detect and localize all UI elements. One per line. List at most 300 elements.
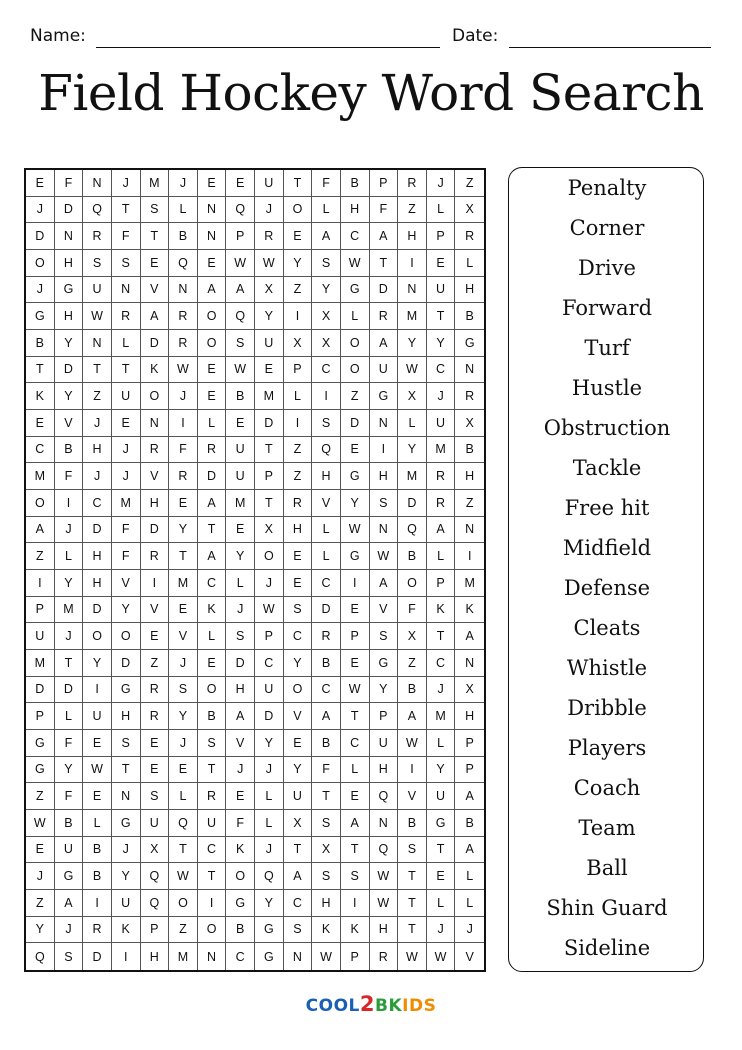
grid-cell[interactable]: A <box>398 703 427 730</box>
grid-cell[interactable]: E <box>226 170 255 197</box>
grid-cell[interactable]: U <box>427 783 456 810</box>
grid-cell[interactable]: O <box>226 863 255 890</box>
grid-cell[interactable]: Q <box>398 517 427 544</box>
grid-cell[interactable]: T <box>427 837 456 864</box>
grid-cell[interactable]: J <box>455 917 484 944</box>
grid-cell[interactable]: R <box>284 490 313 517</box>
grid-cell[interactable]: M <box>398 463 427 490</box>
grid-cell[interactable]: U <box>370 730 399 757</box>
grid-cell[interactable]: L <box>55 543 84 570</box>
grid-cell[interactable]: Z <box>141 650 170 677</box>
grid-cell[interactable]: F <box>55 783 84 810</box>
grid-cell[interactable]: A <box>455 783 484 810</box>
grid-cell[interactable]: L <box>55 703 84 730</box>
grid-cell[interactable]: G <box>370 383 399 410</box>
grid-cell[interactable]: B <box>83 863 112 890</box>
grid-cell[interactable]: N <box>198 943 227 970</box>
grid-cell[interactable]: E <box>341 650 370 677</box>
grid-cell[interactable]: O <box>284 677 313 704</box>
grid-cell[interactable]: W <box>370 543 399 570</box>
grid-cell[interactable]: C <box>226 943 255 970</box>
grid-cell[interactable]: B <box>226 917 255 944</box>
grid-cell[interactable]: I <box>341 890 370 917</box>
grid-cell[interactable]: G <box>370 650 399 677</box>
grid-cell[interactable]: P <box>455 730 484 757</box>
grid-cell[interactable]: N <box>398 277 427 304</box>
grid-cell[interactable]: Q <box>141 863 170 890</box>
grid-cell[interactable]: E <box>141 730 170 757</box>
grid-cell[interactable]: E <box>83 730 112 757</box>
grid-cell[interactable]: Q <box>141 890 170 917</box>
grid-cell[interactable]: C <box>312 570 341 597</box>
grid-cell[interactable]: G <box>255 943 284 970</box>
grid-cell[interactable]: B <box>55 810 84 837</box>
grid-cell[interactable]: Q <box>83 197 112 224</box>
grid-cell[interactable]: V <box>226 730 255 757</box>
grid-cell[interactable]: A <box>312 703 341 730</box>
grid-cell[interactable]: N <box>169 277 198 304</box>
grid-cell[interactable]: H <box>55 250 84 277</box>
grid-cell[interactable]: B <box>398 543 427 570</box>
grid-cell[interactable]: L <box>255 783 284 810</box>
grid-cell[interactable]: K <box>312 917 341 944</box>
grid-cell[interactable]: O <box>341 330 370 357</box>
grid-cell[interactable]: B <box>226 383 255 410</box>
grid-cell[interactable]: Y <box>55 570 84 597</box>
grid-cell[interactable]: A <box>455 623 484 650</box>
grid-cell[interactable]: U <box>255 330 284 357</box>
grid-cell[interactable]: Y <box>370 677 399 704</box>
grid-cell[interactable]: D <box>55 677 84 704</box>
grid-cell[interactable]: W <box>255 597 284 624</box>
grid-cell[interactable]: H <box>341 197 370 224</box>
grid-cell[interactable]: D <box>83 943 112 970</box>
grid-cell[interactable]: H <box>83 543 112 570</box>
grid-cell[interactable]: R <box>141 677 170 704</box>
grid-cell[interactable]: N <box>112 783 141 810</box>
grid-cell[interactable]: B <box>341 170 370 197</box>
grid-cell[interactable]: L <box>255 810 284 837</box>
grid-cell[interactable]: C <box>312 677 341 704</box>
grid-cell[interactable]: H <box>141 943 170 970</box>
grid-cell[interactable]: P <box>455 757 484 784</box>
grid-cell[interactable]: Y <box>169 703 198 730</box>
grid-cell[interactable]: B <box>198 703 227 730</box>
grid-cell[interactable]: Y <box>284 650 313 677</box>
grid-cell[interactable]: U <box>255 677 284 704</box>
grid-cell[interactable]: Z <box>284 437 313 464</box>
grid-cell[interactable]: B <box>26 330 55 357</box>
grid-cell[interactable]: O <box>26 490 55 517</box>
grid-cell[interactable]: J <box>55 623 84 650</box>
grid-cell[interactable]: D <box>370 277 399 304</box>
grid-cell[interactable]: G <box>26 730 55 757</box>
grid-cell[interactable]: N <box>370 517 399 544</box>
grid-cell[interactable]: J <box>427 917 456 944</box>
grid-cell[interactable]: S <box>83 250 112 277</box>
grid-cell[interactable]: F <box>55 730 84 757</box>
grid-cell[interactable]: Y <box>26 917 55 944</box>
grid-cell[interactable]: Z <box>455 170 484 197</box>
grid-cell[interactable]: L <box>312 543 341 570</box>
grid-cell[interactable]: P <box>255 623 284 650</box>
grid-cell[interactable]: L <box>198 623 227 650</box>
grid-cell[interactable]: G <box>112 677 141 704</box>
grid-cell[interactable]: L <box>198 410 227 437</box>
grid-cell[interactable]: S <box>169 677 198 704</box>
grid-cell[interactable]: O <box>198 303 227 330</box>
grid-cell[interactable]: H <box>141 490 170 517</box>
grid-cell[interactable]: D <box>55 357 84 384</box>
grid-cell[interactable]: R <box>427 463 456 490</box>
grid-cell[interactable]: A <box>226 703 255 730</box>
grid-cell[interactable]: Z <box>83 383 112 410</box>
grid-cell[interactable]: D <box>83 517 112 544</box>
grid-cell[interactable]: I <box>398 250 427 277</box>
grid-cell[interactable]: M <box>169 570 198 597</box>
grid-cell[interactable]: J <box>112 463 141 490</box>
grid-cell[interactable]: W <box>341 250 370 277</box>
grid-cell[interactable]: J <box>169 383 198 410</box>
grid-cell[interactable]: L <box>284 383 313 410</box>
grid-cell[interactable]: L <box>169 197 198 224</box>
grid-cell[interactable]: T <box>255 437 284 464</box>
grid-cell[interactable]: T <box>198 517 227 544</box>
grid-cell[interactable]: D <box>141 517 170 544</box>
grid-cell[interactable]: H <box>455 277 484 304</box>
grid-cell[interactable]: G <box>112 810 141 837</box>
grid-cell[interactable]: A <box>198 543 227 570</box>
grid-cell[interactable]: J <box>112 170 141 197</box>
grid-cell[interactable]: E <box>226 517 255 544</box>
grid-cell[interactable]: E <box>341 597 370 624</box>
grid-cell[interactable]: V <box>312 490 341 517</box>
grid-cell[interactable]: P <box>26 597 55 624</box>
grid-cell[interactable]: E <box>198 650 227 677</box>
grid-cell[interactable]: T <box>112 357 141 384</box>
grid-cell[interactable]: S <box>226 623 255 650</box>
grid-cell[interactable]: Z <box>398 650 427 677</box>
grid-cell[interactable]: A <box>284 863 313 890</box>
grid-cell[interactable]: A <box>226 277 255 304</box>
grid-cell[interactable]: P <box>284 357 313 384</box>
grid-cell[interactable]: T <box>427 303 456 330</box>
grid-cell[interactable]: E <box>341 437 370 464</box>
grid-cell[interactable]: R <box>198 783 227 810</box>
grid-cell[interactable]: S <box>312 410 341 437</box>
grid-cell[interactable]: N <box>455 517 484 544</box>
grid-cell[interactable]: C <box>312 357 341 384</box>
grid-cell[interactable]: Z <box>169 917 198 944</box>
grid-cell[interactable]: D <box>112 650 141 677</box>
grid-cell[interactable]: C <box>26 437 55 464</box>
grid-cell[interactable]: J <box>55 917 84 944</box>
grid-cell[interactable]: D <box>141 330 170 357</box>
grid-cell[interactable]: R <box>370 943 399 970</box>
grid-cell[interactable]: V <box>398 783 427 810</box>
grid-cell[interactable]: Z <box>284 277 313 304</box>
grid-cell[interactable]: F <box>398 597 427 624</box>
grid-cell[interactable]: L <box>312 517 341 544</box>
grid-cell[interactable]: C <box>284 623 313 650</box>
grid-cell[interactable]: E <box>226 783 255 810</box>
grid-cell[interactable]: F <box>112 517 141 544</box>
grid-cell[interactable]: V <box>141 277 170 304</box>
grid-cell[interactable]: D <box>312 597 341 624</box>
grid-cell[interactable]: W <box>370 863 399 890</box>
grid-cell[interactable]: S <box>198 730 227 757</box>
grid-cell[interactable]: V <box>112 570 141 597</box>
grid-cell[interactable]: D <box>198 463 227 490</box>
grid-cell[interactable]: J <box>112 437 141 464</box>
grid-cell[interactable]: T <box>398 890 427 917</box>
grid-cell[interactable]: M <box>255 383 284 410</box>
grid-cell[interactable]: R <box>141 437 170 464</box>
grid-cell[interactable]: R <box>398 170 427 197</box>
grid-cell[interactable]: L <box>226 570 255 597</box>
grid-cell[interactable]: Y <box>55 330 84 357</box>
grid-cell[interactable]: U <box>284 783 313 810</box>
grid-cell[interactable]: G <box>55 277 84 304</box>
grid-cell[interactable]: V <box>55 410 84 437</box>
grid-cell[interactable]: H <box>312 463 341 490</box>
grid-cell[interactable]: Y <box>255 303 284 330</box>
grid-cell[interactable]: U <box>427 277 456 304</box>
grid-cell[interactable]: D <box>26 223 55 250</box>
grid-cell[interactable]: C <box>427 650 456 677</box>
grid-cell[interactable]: Q <box>169 810 198 837</box>
grid-cell[interactable]: O <box>141 383 170 410</box>
grid-cell[interactable]: S <box>398 837 427 864</box>
grid-cell[interactable]: G <box>26 303 55 330</box>
grid-cell[interactable]: T <box>26 357 55 384</box>
grid-cell[interactable]: K <box>455 597 484 624</box>
grid-cell[interactable]: O <box>341 357 370 384</box>
grid-cell[interactable]: S <box>312 863 341 890</box>
grid-cell[interactable]: I <box>284 410 313 437</box>
grid-cell[interactable]: T <box>255 490 284 517</box>
grid-cell[interactable]: P <box>341 943 370 970</box>
grid-cell[interactable]: U <box>226 463 255 490</box>
grid-cell[interactable]: J <box>169 730 198 757</box>
grid-cell[interactable]: N <box>112 277 141 304</box>
grid-cell[interactable]: R <box>169 303 198 330</box>
grid-cell[interactable]: Z <box>455 490 484 517</box>
grid-cell[interactable]: E <box>284 570 313 597</box>
grid-cell[interactable]: A <box>455 837 484 864</box>
grid-cell[interactable]: S <box>226 330 255 357</box>
grid-cell[interactable]: S <box>284 917 313 944</box>
grid-cell[interactable]: T <box>427 623 456 650</box>
grid-cell[interactable]: E <box>198 357 227 384</box>
grid-cell[interactable]: K <box>427 597 456 624</box>
grid-cell[interactable]: L <box>341 303 370 330</box>
date-field-line[interactable] <box>509 47 711 48</box>
grid-cell[interactable]: E <box>427 250 456 277</box>
grid-cell[interactable]: J <box>427 677 456 704</box>
name-field-line[interactable] <box>96 47 440 48</box>
grid-cell[interactable]: B <box>398 810 427 837</box>
grid-cell[interactable]: T <box>169 837 198 864</box>
grid-cell[interactable]: O <box>112 623 141 650</box>
grid-cell[interactable]: F <box>169 437 198 464</box>
grid-cell[interactable]: X <box>398 623 427 650</box>
grid-cell[interactable]: Y <box>55 757 84 784</box>
grid-cell[interactable]: W <box>83 303 112 330</box>
grid-cell[interactable]: U <box>83 703 112 730</box>
grid-cell[interactable]: X <box>455 677 484 704</box>
grid-cell[interactable]: Y <box>255 890 284 917</box>
grid-cell[interactable]: J <box>26 197 55 224</box>
grid-cell[interactable]: H <box>455 703 484 730</box>
grid-cell[interactable]: K <box>26 383 55 410</box>
grid-cell[interactable]: P <box>141 917 170 944</box>
grid-cell[interactable]: W <box>169 357 198 384</box>
grid-cell[interactable]: I <box>141 570 170 597</box>
grid-cell[interactable]: U <box>198 810 227 837</box>
grid-cell[interactable]: A <box>370 570 399 597</box>
grid-cell[interactable]: E <box>141 623 170 650</box>
grid-cell[interactable]: O <box>255 543 284 570</box>
grid-cell[interactable]: M <box>55 597 84 624</box>
grid-cell[interactable]: S <box>141 783 170 810</box>
grid-cell[interactable]: H <box>284 517 313 544</box>
grid-cell[interactable]: C <box>427 357 456 384</box>
grid-cell[interactable]: E <box>141 757 170 784</box>
grid-cell[interactable]: U <box>427 410 456 437</box>
grid-cell[interactable]: T <box>112 757 141 784</box>
grid-cell[interactable]: T <box>341 837 370 864</box>
grid-cell[interactable]: R <box>141 543 170 570</box>
grid-cell[interactable]: I <box>312 383 341 410</box>
grid-cell[interactable]: M <box>141 170 170 197</box>
grid-cell[interactable]: E <box>226 410 255 437</box>
grid-cell[interactable]: F <box>55 170 84 197</box>
grid-cell[interactable]: N <box>83 170 112 197</box>
grid-cell[interactable]: N <box>455 357 484 384</box>
grid-cell[interactable]: G <box>26 757 55 784</box>
grid-cell[interactable]: B <box>398 677 427 704</box>
grid-cell[interactable]: D <box>226 650 255 677</box>
grid-cell[interactable]: H <box>226 677 255 704</box>
grid-cell[interactable]: D <box>398 490 427 517</box>
grid-cell[interactable]: C <box>341 730 370 757</box>
grid-cell[interactable]: C <box>341 223 370 250</box>
grid-cell[interactable]: F <box>370 197 399 224</box>
grid-cell[interactable]: J <box>255 757 284 784</box>
grid-cell[interactable]: Q <box>255 863 284 890</box>
grid-cell[interactable]: W <box>83 757 112 784</box>
grid-cell[interactable]: J <box>427 383 456 410</box>
grid-cell[interactable]: W <box>312 943 341 970</box>
grid-cell[interactable]: N <box>455 650 484 677</box>
grid-cell[interactable]: T <box>284 170 313 197</box>
grid-cell[interactable]: A <box>141 303 170 330</box>
grid-cell[interactable]: I <box>284 303 313 330</box>
grid-cell[interactable]: P <box>255 463 284 490</box>
grid-cell[interactable]: Y <box>255 730 284 757</box>
grid-cell[interactable]: X <box>455 410 484 437</box>
grid-cell[interactable]: Z <box>26 783 55 810</box>
grid-cell[interactable]: E <box>141 250 170 277</box>
grid-cell[interactable]: Z <box>284 463 313 490</box>
grid-cell[interactable]: P <box>427 223 456 250</box>
grid-cell[interactable]: U <box>112 383 141 410</box>
grid-cell[interactable]: L <box>112 330 141 357</box>
grid-cell[interactable]: T <box>141 223 170 250</box>
grid-cell[interactable]: Y <box>398 437 427 464</box>
grid-cell[interactable]: Z <box>26 543 55 570</box>
grid-cell[interactable]: B <box>83 837 112 864</box>
grid-cell[interactable]: P <box>226 223 255 250</box>
grid-cell[interactable]: J <box>169 650 198 677</box>
grid-cell[interactable]: N <box>198 223 227 250</box>
grid-cell[interactable]: A <box>312 223 341 250</box>
grid-cell[interactable]: W <box>169 863 198 890</box>
grid-cell[interactable]: E <box>198 250 227 277</box>
grid-cell[interactable]: Q <box>370 783 399 810</box>
grid-cell[interactable]: U <box>255 170 284 197</box>
grid-cell[interactable]: A <box>370 223 399 250</box>
grid-cell[interactable]: H <box>83 570 112 597</box>
grid-cell[interactable]: Y <box>226 543 255 570</box>
grid-cell[interactable]: X <box>312 837 341 864</box>
grid-cell[interactable]: D <box>255 703 284 730</box>
grid-cell[interactable]: E <box>83 783 112 810</box>
grid-cell[interactable]: N <box>284 943 313 970</box>
grid-cell[interactable]: I <box>26 570 55 597</box>
grid-cell[interactable]: X <box>141 837 170 864</box>
grid-cell[interactable]: K <box>112 917 141 944</box>
grid-cell[interactable]: A <box>26 517 55 544</box>
grid-cell[interactable]: J <box>226 597 255 624</box>
grid-cell[interactable]: T <box>83 357 112 384</box>
grid-cell[interactable]: F <box>226 810 255 837</box>
grid-cell[interactable]: M <box>226 490 255 517</box>
grid-cell[interactable]: I <box>83 890 112 917</box>
grid-cell[interactable]: D <box>83 597 112 624</box>
grid-cell[interactable]: L <box>398 410 427 437</box>
grid-cell[interactable]: C <box>255 650 284 677</box>
grid-cell[interactable]: J <box>255 837 284 864</box>
grid-cell[interactable]: H <box>398 223 427 250</box>
grid-cell[interactable]: R <box>370 303 399 330</box>
grid-cell[interactable]: E <box>26 170 55 197</box>
grid-cell[interactable]: I <box>112 943 141 970</box>
grid-cell[interactable]: S <box>141 197 170 224</box>
grid-cell[interactable]: L <box>312 197 341 224</box>
grid-cell[interactable]: M <box>169 943 198 970</box>
grid-cell[interactable]: E <box>169 597 198 624</box>
grid-cell[interactable]: C <box>198 837 227 864</box>
grid-cell[interactable]: T <box>198 863 227 890</box>
grid-cell[interactable]: U <box>112 890 141 917</box>
grid-cell[interactable]: J <box>255 570 284 597</box>
grid-cell[interactable]: Q <box>312 437 341 464</box>
grid-cell[interactable]: G <box>341 277 370 304</box>
grid-cell[interactable]: B <box>312 650 341 677</box>
grid-cell[interactable]: H <box>312 890 341 917</box>
grid-cell[interactable]: G <box>226 890 255 917</box>
grid-cell[interactable]: S <box>112 250 141 277</box>
grid-cell[interactable]: B <box>455 303 484 330</box>
grid-cell[interactable]: L <box>455 890 484 917</box>
grid-cell[interactable]: X <box>284 810 313 837</box>
grid-cell[interactable]: E <box>112 410 141 437</box>
grid-cell[interactable]: E <box>169 490 198 517</box>
grid-cell[interactable]: E <box>169 757 198 784</box>
grid-cell[interactable]: Y <box>427 330 456 357</box>
